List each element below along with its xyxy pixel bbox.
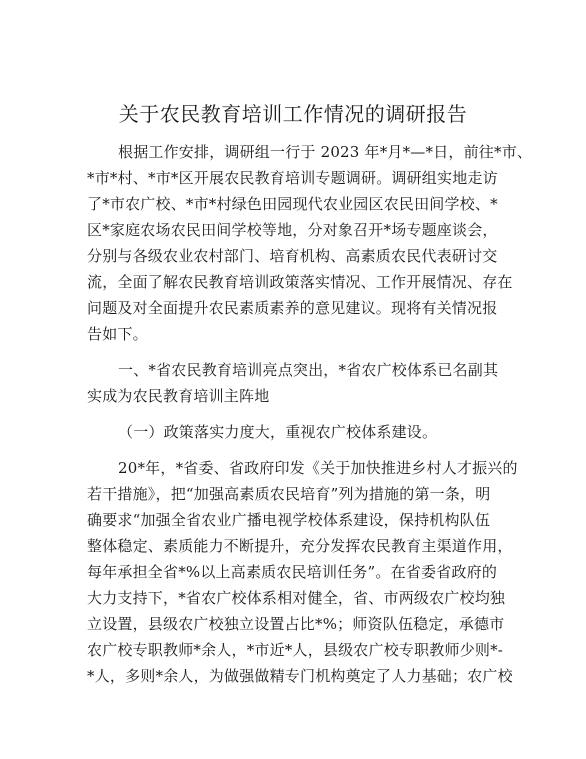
text-line: 整体稳定、素质能力不断提升，充分发挥农民教育主渠道作用， [87, 537, 513, 555]
text-line: 区*家庭农场农民田间学校等地，分对象召开*场专题座谈会， [87, 221, 498, 239]
text-line: 了*市农广校、*市*村绿色田园现代农业园区农民田间学校、* [87, 195, 498, 213]
text-line: 一、*省农民教育培训亮点突出，*省农广校体系已名副其 [118, 361, 499, 379]
text-line: *市*村、*市*区开展农民教育培训专题调研。调研组实地走访 [87, 169, 498, 187]
text-line: 根据工作安排，调研组一行于 2023 年*月*—*日，前往*市、 [118, 143, 533, 161]
text-line: 立设置，县级农广校独立设置占比*%；师资队伍稳定，承德市 [87, 615, 505, 633]
text-line: *人，多则*余人，为做强做精专门机构奠定了人力基础；农广校 [87, 667, 513, 685]
text-line: 流，全面了解农民教育培训政策落实情况、工作开展情况、存在 [87, 273, 513, 291]
text-line: 告如下。 [87, 325, 148, 343]
text-line: 20*年，*省委、省政府印发《关于加快推进乡村人才振兴的 [118, 459, 518, 477]
document-title: 关于农民教育培训工作情况的调研报告 [118, 102, 468, 126]
text-line: 大力支持下，*省农广校体系相对健全，省、市两级农广校均独 [87, 589, 506, 607]
text-line: （一）政策落实力度大，重视农广校体系建设。 [118, 423, 438, 441]
text-line: 分别与各级农业农村部门、培育机构、高素质农民代表研讨交 [87, 247, 498, 265]
text-line: 实成为农民教育培训主阵地 [87, 387, 270, 405]
text-line: 若干措施》，把“加强高素质农民培育”列为措施的第一条，明 [87, 485, 491, 503]
text-line: 每年承担全省*%以上高素质农民培训任务”。在省委省政府的 [87, 563, 498, 581]
text-line: 农广校专职教师*余人，*市近*人，县级农广校专职教师少则*- [87, 641, 504, 659]
text-line: 确要求“加强全省农业广播电视学校体系建设，保持机构队伍 [87, 511, 491, 529]
text-line: 问题及对全面提升农民素质素养的意见建议。现将有关情况报 [87, 299, 498, 317]
